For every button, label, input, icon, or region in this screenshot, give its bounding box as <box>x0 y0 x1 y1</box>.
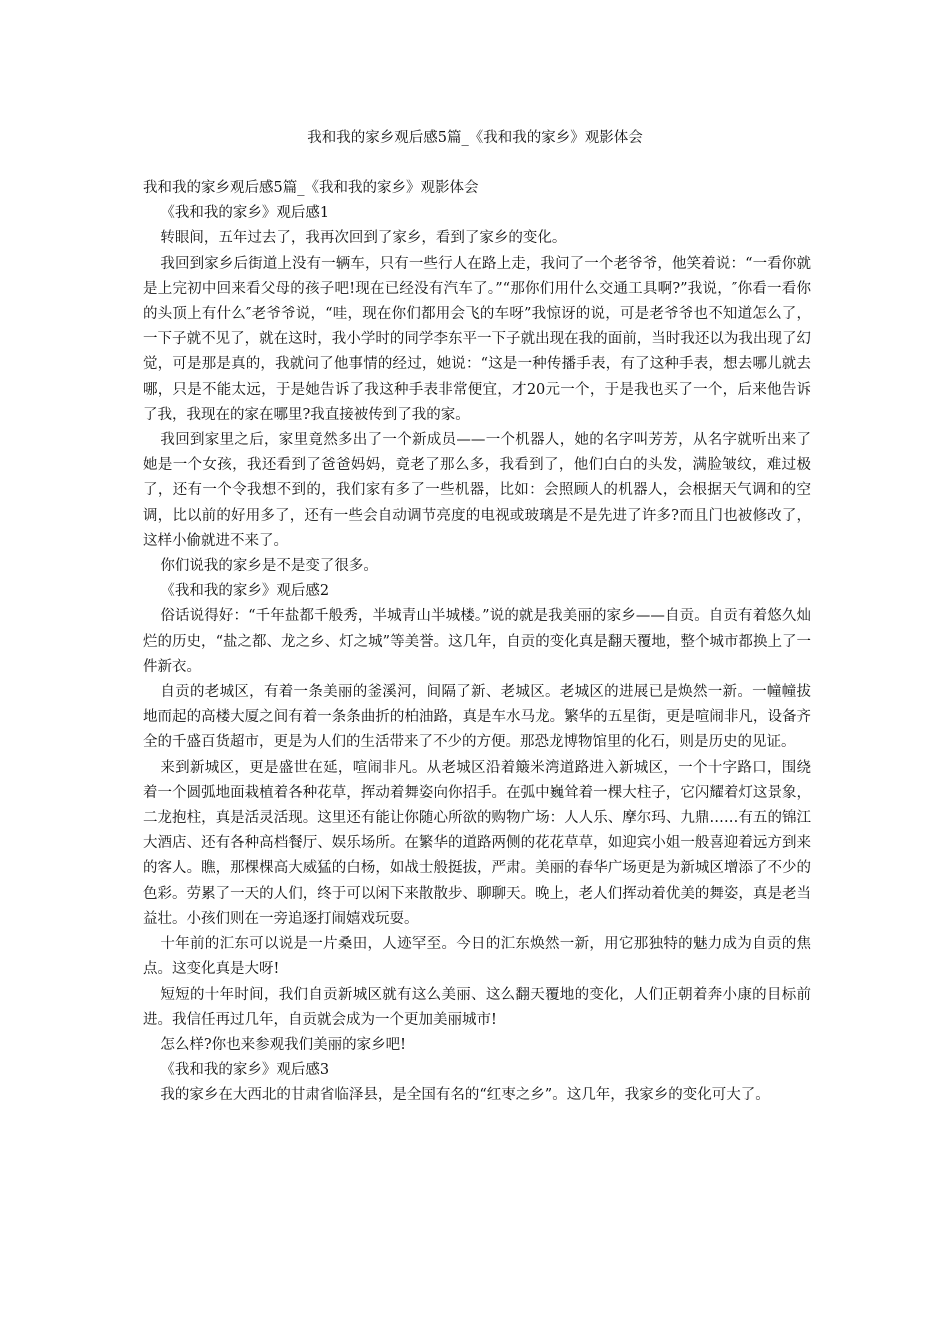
paragraph: 你们说我的家乡是不是变了很多。 <box>160 558 378 575</box>
section-heading-2: 《我和我的家乡》观后感2 <box>160 583 330 600</box>
paragraph: 来到新城区，更是盛世在延，喧闹非凡。从老城区沿着簸米湾道路进入新城区，一个十字路口，围绕着一个圆弧地面栽植着各种花草，挥动着舞姿向你招手。在弧中巍耸着一棵大柱子，它闪耀着灯这景象，二龙抱柱，真是活灵活现。这里还有能让你随心所欲的购物广场：人人乐、摩尔玛、九鼎……有五的锦江大酒店、还有各种高档餐厅、娱乐场所。在繁华的道路两侧的花花草草，如迎宾小姐一般喜迎着远方到来的客人。瞧，那棵棵高大威猛的白杨，如战士般挺拔，严肃。美丽的春华广场更是为新城区增添了不少的色彩。劳累了一天的人们，终于可以闲下来散散步、聊聊天。晚上，老人们挥动着优美的舞姿，真是老当益壮。小孩们则在一旁追逐打闹嬉戏玩耍。 <box>143 759 811 927</box>
paragraph: 怎么样?你也来参观我们美丽的家乡吧! <box>160 1036 406 1053</box>
section-heading-1: 《我和我的家乡》观后感1 <box>160 205 330 222</box>
paragraph: 短短的十年时间，我们自贡新城区就有这么美丽、这么翻天覆地的变化，人们正朝着奔小康的目标前进。我信任再过几年，自贡就会成为一个更加美丽城市! <box>143 986 811 1028</box>
paragraph: 自贡的老城区，有着一条美丽的釜溪河，间隔了新、老城区。老城区的进展已是焕然一新。一幢幢拔地而起的高楼大厦之间有着一条条曲折的柏油路，真是车水马龙。繁华的五星街，更是喧闹非凡，设备齐全的千盛百货超市，更是为人们的生活带来了不少的方便。那恐龙博物馆里的化石，则是历史的见证。 <box>143 684 811 751</box>
document-body <box>143 176 811 1109</box>
paragraph: 转眼间，五年过去了，我再次回到了家乡，看到了家乡的变化。 <box>160 230 567 247</box>
paragraph: 我回到家乡后街道上没有一辆车，只有一些行人在路上走，我问了一个老爷爷，他笑着说：“一看你就是上完初中回来看父母的孩子吧!现在已经没有汽车了。”“那你们用什么交通工具啊?”我说，″你看一看你的头顶上有什么″老爷爷说，“哇，现在你们都用会飞的车呀”我惊讶的说，可是老爷爷也不知道怎么了，一下子就不见了，就在这时，我小学时的同学李东平一下子就出现在我的面前，当时我还以为我出现了幻觉，可是那是真的，我就问了他事情的经过，她说：“这是一种传播手表，有了这种手表，想去哪儿就去哪，只是不能太远，于是她告诉了我这种手表非常便宜，才20元一个，于是我也买了一个，后来他告诉了我，我现在的家在哪里?我直接被传到了我的家。 <box>143 255 811 423</box>
document-subtitle: 我和我的家乡观后感5篇_《我和我的家乡》观影体会 <box>143 180 479 196</box>
paragraph: 我回到家里之后，家里竟然多出了一个新成员——一个机器人，她的名字叫芳芳，从名字就听出来了她是一个女孩，我还看到了爸爸妈妈，竟老了那么多，我看到了，他们白白的头发，满脸皱纹，难过极了，还有一个令我想不到的，我们家有多了一些机器，比如：会照顾人的机器人，会根据天气调和的空调，比以前的好用多了，还有一些会自动调节亮度的电视或玻璃是不是先进了许多?而且门也被修改了，这样小偷就进不来了。 <box>143 432 811 549</box>
section-heading-3: 《我和我的家乡》观后感3 <box>160 1062 330 1079</box>
paragraph: 十年前的汇东可以说是一片桑田，人迹罕至。今日的汇东焕然一新，用它那独特的魅力成为自贡的焦点。这变化真是大呀! <box>143 936 811 978</box>
page-title: 我和我的家乡观后感5篇_《我和我的家乡》观影体会 <box>307 130 643 146</box>
paragraph: 我的家乡在大西北的甘肃省临泽县，是全国有名的“红枣之乡”。这几年，我家乡的变化可大了。 <box>160 1087 770 1104</box>
paragraph: 俗话说得好：“千年盐都千般秀，半城青山半城楼。”说的就是我美丽的家乡——自贡。自贡有着悠久灿烂的历史，“盐之都、龙之乡、灯之城”等美誉。这几年，自贡的变化真是翻天覆地，整个城市都换上了一件新衣。 <box>143 608 811 675</box>
